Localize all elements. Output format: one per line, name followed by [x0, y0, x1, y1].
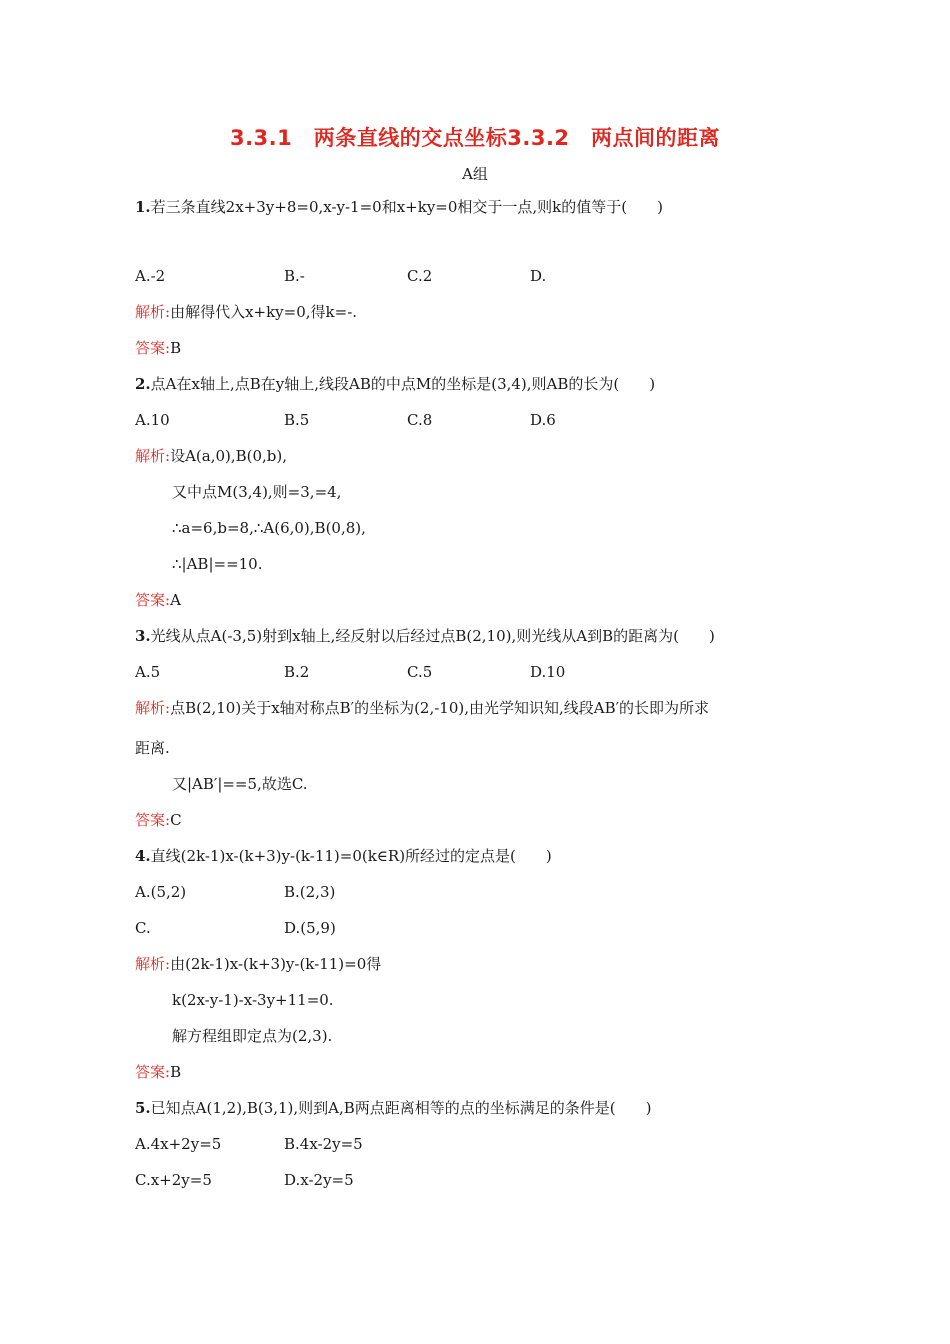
answer-text: B [170, 339, 182, 357]
option-b: B.5 [284, 411, 310, 429]
question-number: 1. [135, 198, 151, 216]
question-text: 光线从点A(-3,5)射到x轴上,经反射以后经过点B(2,10),则光线从A到B的距离为( ) [150, 627, 715, 645]
question-4 [135, 846, 552, 866]
question-number: 5. [135, 1099, 151, 1117]
answer-text: B [170, 1063, 182, 1081]
option-a: A.4x+2y=5 [135, 1135, 222, 1153]
analysis-line [135, 954, 381, 974]
option-a: A.-2 [135, 267, 166, 285]
option-c: C.2 [407, 267, 433, 285]
analysis-text: ∴a=6,b=8,∴A(6,0),B(0,8), [172, 519, 366, 537]
analysis-line [135, 446, 287, 466]
analysis-label: 解析: [135, 303, 171, 321]
answer-label: 答案: [135, 1063, 171, 1081]
option-d: D.6 [530, 411, 556, 429]
question-number: 2. [135, 375, 151, 393]
analysis-text: 距离. [135, 739, 170, 757]
analysis-text: k(2x-y-1)-x-3y+11=0. [172, 991, 334, 1009]
option-c: C.x+2y=5 [135, 1171, 212, 1189]
question-text: 若三条直线2x+3y+8=0,x-y-1=0和x+ky=0相交于一点,则k的值等于( ) [150, 198, 663, 216]
question-text: 已知点A(1,2),B(3,1),则到A,B两点距离相等的点的坐标满足的条件是( ) [150, 1099, 652, 1117]
page-title: 3.3.1 两条直线的交点坐标3.3.2 两点间的距离 [229, 126, 721, 150]
answer-text: C [170, 811, 182, 829]
analysis-label: 解析: [135, 955, 171, 973]
analysis-text: 设A(a,0),B(0,b), [170, 447, 288, 465]
answer-line [135, 338, 181, 358]
analysis-label: 解析: [135, 447, 171, 465]
analysis-line [135, 698, 709, 718]
analysis-text: 解方程组即定点为(2,3). [172, 1027, 333, 1045]
analysis-text: 由(2k-1)x-(k+3)y-(k-11)=0得 [170, 955, 382, 973]
answer-label: 答案: [135, 811, 171, 829]
option-b: B.2 [284, 663, 310, 681]
option-a: A.5 [135, 663, 161, 681]
answer-line [135, 810, 182, 830]
question-number: 3. [135, 627, 151, 645]
analysis-label: 解析: [135, 699, 171, 717]
answer-line [135, 590, 181, 610]
option-c: C.5 [407, 663, 433, 681]
option-b: B.- [284, 267, 305, 285]
option-d: D. [530, 267, 547, 285]
option-d: D.x-2y=5 [284, 1171, 354, 1189]
analysis-text: 由解得代入x+ky=0,得k=-. [170, 303, 358, 321]
option-d: D.(5,9) [284, 919, 336, 937]
option-b: B.4x-2y=5 [284, 1135, 363, 1153]
group-heading: A组 [462, 165, 488, 183]
question-number: 4. [135, 847, 151, 865]
analysis-text: 点B(2,10)关于x轴对称点B′的坐标为(2,-10),由光学知识知,线段AB′的长即为所求 [170, 699, 710, 717]
analysis-text: 又中点M(3,4),则=3,=4, [172, 483, 342, 501]
option-c: C.8 [407, 411, 433, 429]
option-b: B.(2,3) [284, 883, 336, 901]
answer-label: 答案: [135, 591, 171, 609]
question-text: 直线(2k-1)x-(k+3)y-(k-11)=0(k∈R)所经过的定点是( ) [150, 847, 552, 865]
answer-label: 答案: [135, 339, 171, 357]
answer-line [135, 1062, 181, 1082]
option-a: A.(5,2) [135, 883, 187, 901]
analysis-text: 又|AB′|==5,故选C. [172, 775, 308, 793]
option-c: C. [135, 919, 151, 937]
analysis-line [135, 302, 357, 322]
question-5 [135, 1098, 652, 1118]
option-a: A.10 [135, 411, 170, 429]
question-3 [135, 626, 715, 646]
question-text: 点A在x轴上,点B在y轴上,线段AB的中点M的坐标是(3,4),则AB的长为( ) [150, 375, 656, 393]
question-2 [135, 374, 655, 394]
question-1 [135, 197, 663, 217]
answer-text: A [170, 591, 181, 609]
analysis-text: ∴|AB|==10. [172, 555, 263, 573]
option-d: D.10 [530, 663, 566, 681]
